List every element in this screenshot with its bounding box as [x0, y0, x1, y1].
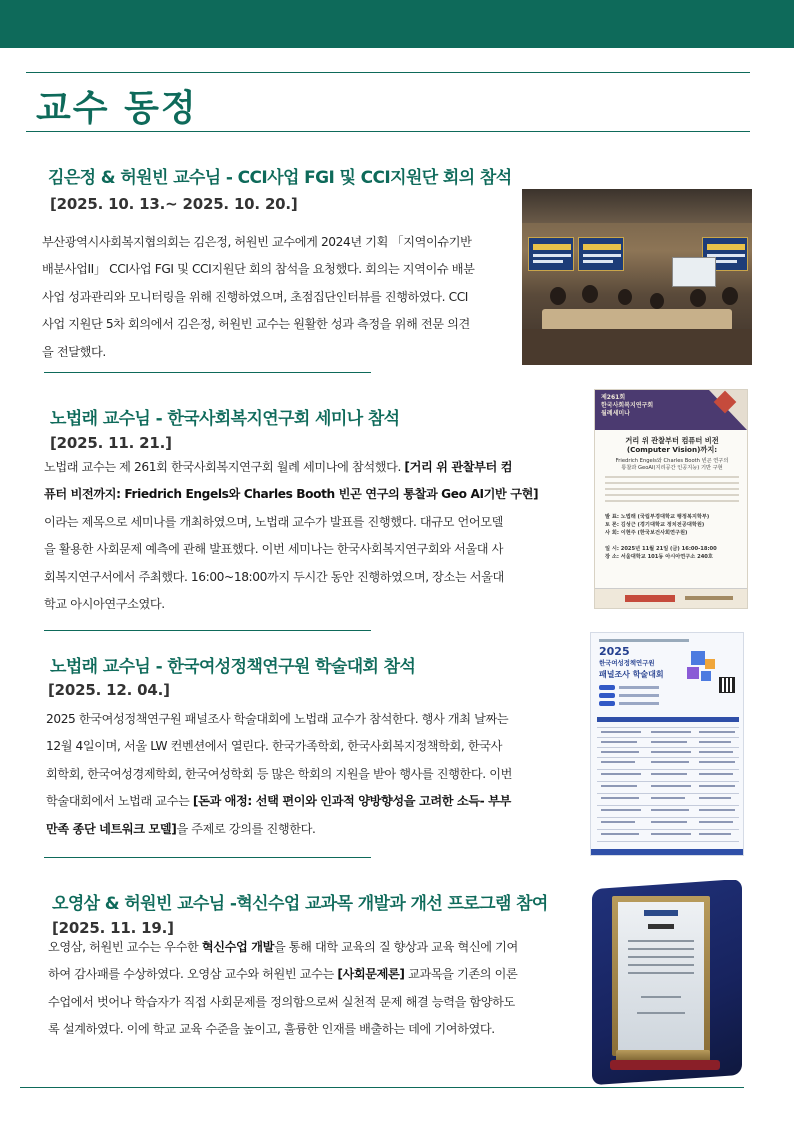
body-text: 회학회, 한국여성경제학회, 한국여성학회 등 많은 학회의 지원을 받아 행사를 진행한다. 이번 [46, 766, 512, 781]
body-line [46, 706, 560, 733]
body-text: 2025 한국여성정책연구원 패널조사 학술대회에 노법래 교수가 참석한다. 행사 개최 날짜는 [46, 712, 509, 726]
body-line [46, 788, 560, 815]
body-text: 학교 아시아연구소였다. [44, 597, 165, 612]
body-text: 노법래 교수는 제 261회 한국사회복지연구회 월례 세미나에 참석했다. [44, 460, 405, 474]
body-text: 을 통해 대학 교육의 질 향상과 교육 혁신에 기여 [273, 940, 518, 954]
body-line [48, 934, 562, 961]
body-line [44, 564, 550, 591]
body-line [46, 816, 560, 843]
body-text: 을 주제로 강의를 진행한다. [176, 821, 316, 836]
poster-datetime: 일 시: 2025년 11월 21일 (금) 16:00-18:00 [605, 546, 717, 552]
meeting-photo [522, 189, 752, 365]
body-emphasis: [돈과 애정: 선택 편이와 인과적 양방향성을 고려한 소득- 부부 [192, 794, 511, 809]
body-line [42, 284, 514, 311]
section-date: [2025. 12. 04.] [48, 681, 170, 699]
section-title: 노법래 교수님 - 한국여성정책연구원 학술대회 참석 [50, 657, 416, 677]
body-emphasis: 퓨터 비전까지: Friedrich Engels와 Charles Booth 빈곤 연구의 통찰과 Geo AI기반 구현] [44, 487, 539, 502]
poster-event: 패널조사 학술대회 [599, 670, 664, 679]
body-line [48, 989, 562, 1016]
body-text: 수업에서 벗어나 학습자가 직접 사회문제를 정의함으로써 실천적 문제 해결 능력을 함양하도 [48, 994, 515, 1009]
body-emphasis: 혁신수업 개발 [201, 940, 274, 954]
body-text: 하여 감사패를 수상하였다. 오영삼 교수와 허원빈 교수는 [48, 967, 338, 982]
poster-year: 2025 [599, 645, 630, 658]
body-line [42, 311, 514, 338]
poster-presenter: 발 표: 노법래 (국립부경대학교 행정복지학부) [605, 514, 710, 520]
section-body [48, 934, 562, 1044]
poster-subtitle: Friedrich Engels와 Charles Booth 빈곤 연구의 통찰과 GeoAI(지리공간 인공지능) 기반 구현 [615, 458, 729, 471]
body-line [44, 454, 550, 481]
title-rule-bottom [26, 131, 750, 132]
body-text: 배분사업II」 CCI사업 FGI 및 CCI지원단 회의 참석을 요청했다. 회의는 지역이슈 배분 [42, 262, 475, 277]
title-rule-top [26, 72, 750, 73]
body-text: 부산광역시사회복지협의회는 김은정, 허원빈 교수에게 2024년 기획 「지역이슈기반 [42, 235, 472, 249]
poster-header: 제261회 한국사회복지연구회 월례세미나 [601, 394, 654, 417]
body-text: 사업 지원단 5차 회의에서 김은정, 허원빈 교수는 원활한 성과 측정을 위해 전문 의견 [42, 317, 470, 332]
body-emphasis: [거리 위 관찰부터 컴 [404, 460, 513, 474]
body-line [46, 733, 560, 760]
seminar-poster [594, 389, 748, 609]
body-line [42, 256, 514, 283]
body-text: 록 설계하였다. 이에 학교 교육 수준을 높이고, 훌륭한 인재를 배출하는 데에 기여하였다. [48, 1022, 495, 1037]
section-body [44, 454, 550, 618]
poster-moderator: 사 회: 이현주 (한국보건사회연구원) [605, 530, 688, 536]
body-emphasis: [사회문제론] [337, 967, 405, 982]
body-emphasis: 만족 종단 네트워크 모델] [46, 821, 177, 836]
body-text: 12월 4일이며, 서울 LW 컨벤션에서 열린다. 한국가족학회, 한국사회복지정책학회, 한국사 [46, 739, 502, 754]
body-line [42, 339, 514, 366]
award-plaque-photo [586, 880, 752, 1086]
body-text: 회복지연구서에서 주최했다. 16:00~18:00까지 두시간 동안 진행하였으며, 장소는 서울대 [44, 569, 504, 584]
section-date: [2025. 11. 19.] [52, 919, 174, 937]
conference-poster [590, 632, 744, 856]
section-divider [44, 857, 371, 858]
section-title: 노법래 교수님 - 한국사회복지연구회 세미나 참석 [50, 409, 400, 429]
body-text: 이라는 제목으로 세미나를 개최하였으며, 노법래 교수가 발표를 진행했다. 대규모 언어모델 [44, 514, 504, 529]
body-line [44, 536, 550, 563]
footer-rule [20, 1087, 744, 1088]
top-color-band [0, 0, 794, 48]
body-line [48, 1016, 562, 1043]
poster-org: 한국여성정책연구원 [599, 659, 655, 667]
body-line [44, 481, 550, 508]
poster-venue: 장 소: 서울대학교 101동 아시아연구소 240호 [605, 554, 713, 560]
body-line [46, 761, 560, 788]
section-divider [44, 630, 371, 631]
section-title: 김은정 & 허원빈 교수님 - CCI사업 FGI 및 CCI지원단 회의 참석 [48, 168, 512, 188]
body-text: 을 전달했다. [42, 344, 106, 359]
body-line [48, 961, 562, 988]
poster-title: 거리 위 관찰부터 컴퓨터 비전 (Computer Vision)까지: [625, 436, 719, 454]
body-line [42, 229, 514, 256]
body-text: 학술대회에서 노법래 교수는 [46, 794, 193, 809]
section-title: 오영삼 & 허원빈 교수님 -혁신수업 교과목 개발과 개선 프로그램 참여 [52, 894, 548, 914]
section-divider [44, 372, 371, 373]
section-date: [2025. 11. 21.] [50, 434, 172, 452]
body-line [44, 509, 550, 536]
section-body [46, 706, 560, 843]
body-line [44, 591, 550, 618]
body-text: 을 활용한 사회문제 예측에 관해 발표했다. 이번 세미나는 한국사회복지연구회와 서울대 사 [44, 542, 504, 557]
poster-discussant: 토 론: 김성근 (경기대학교 정치전공대학원) [605, 522, 705, 528]
body-text: 오영삼, 허원빈 교수는 우수한 [48, 940, 202, 954]
body-text: 사업 성과관리와 모니터링을 위해 진행하였으며, 초점집단인터뷰를 진행하였다. CCI [42, 289, 468, 304]
section-body [42, 229, 514, 366]
section-date: [2025. 10. 13.~ 2025. 10. 20.] [50, 195, 298, 213]
page-title: 교수 동정 [36, 87, 198, 129]
body-text: 교과목을 기존의 이론 [404, 967, 518, 982]
